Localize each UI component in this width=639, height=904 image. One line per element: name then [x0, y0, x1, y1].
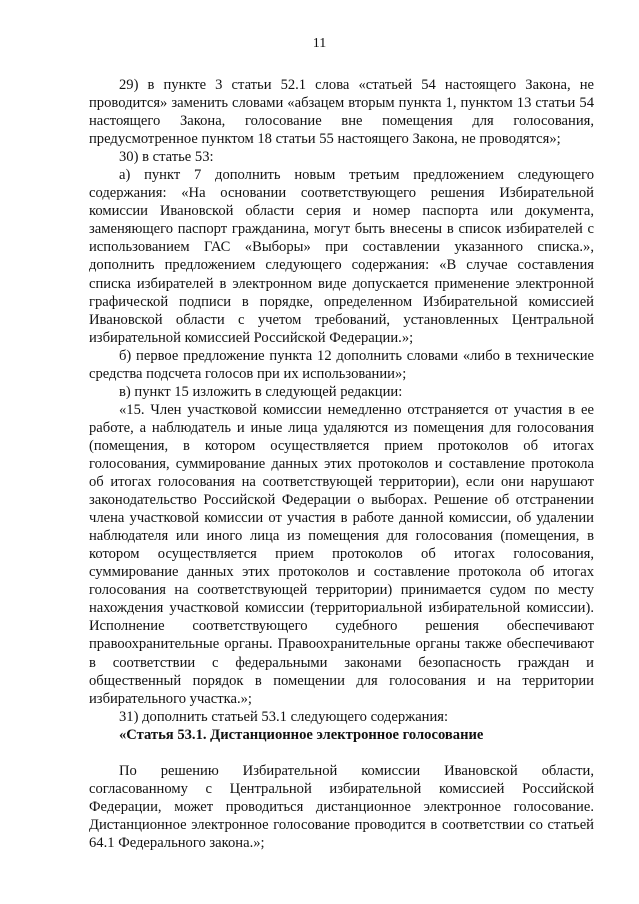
article-heading: «Статья 53.1. Дистанционное электронное голосование — [119, 726, 484, 743]
paragraph-item-31: 31) дополнить статьей 53.1 следующего содержания: — [119, 708, 449, 725]
paragraph-clause-15: «15. Член участковой комиссии немедленно отстраняется от участия в ее работе, а наблюдатель и иные лица удаляются из помещения для голосования (помещения, в котором осуществляется прием протоколов об итогах голосования, суммирование данных этих протоколов и составление протокола об итогах голосования на соответствующей территории), если они нарушают законодательство Российской Федерации о выборах. Решение об отстранении члена участковой комиссии от участия в работе данной комиссии, об удалении наблюдателя или иного лица из помещения для голосования (помещения, в котором осуществляется прием протоколов об итогах голосования, суммирование данных этих протоколов и составление протокола об итогах голосования на соответствующей территории) принимается судом по месту нахождения участковой комиссии (территориальной избирательной комиссии). Исполнение соответствующего судебного решения обеспечивают правоохранительные органы. Правоохранительные органы также обеспечивают в соответствии с федеральными законами безопасность граждан и общественный порядок в помещении для голосования и на территории избирательного участка.»; — [89, 401, 594, 707]
paragraph-item-29: 29) в пункте 3 статьи 52.1 слова «статьей 54 настоящего Закона, не проводится» заменить словами «абзацем вторым пункта 1, пунктом 13 статьи 54 настоящего Закона, голосование вне помещения для голосования, предусмотренное пунктом 18 статьи 55 настоящего Закона, не проводятся»; — [89, 77, 594, 148]
document-body — [89, 76, 594, 852]
paragraph-subitem-v: в) пункт 15 изложить в следующей редакции: — [119, 383, 403, 400]
paragraph-subitem-b: б) первое предложение пункта 12 дополнить словами «либо в технические средства подсчета голосов при их использовании»; — [89, 347, 594, 382]
paragraph-item-30: 30) в статье 53: — [119, 149, 214, 166]
paragraph-subitem-a: а) пункт 7 дополнить новым третьим предложением следующего содержания: «На основании соответствующего решения Избирательной комиссии Ивановской области серия и номер паспорта или документа, заменяющего паспорт гражданина, могут быть внесены в список избирателей с использованием ГАС «Выборы» при составлении указанного списка.», дополнить предложением следующего содержания: «В случае составления списка избирателей в электронном виде допускается применение электронной графической подписи в порядке, определенном Избирательной комиссией Ивановской области с учетом требований, установленных Центральной избирательной комиссией Российской Федерации.»; — [89, 167, 594, 346]
paragraph-article-text: По решению Избирательной комиссии Ивановской области, согласованному с Центральной избирательной комиссией Российской Федерации, может проводиться дистанционное электронное голосование. Дистанционное электронное голосование проводится в соответствии со статьей 64.1 Федерального закона.»; — [89, 762, 594, 851]
page-number: 11 — [312, 36, 327, 51]
